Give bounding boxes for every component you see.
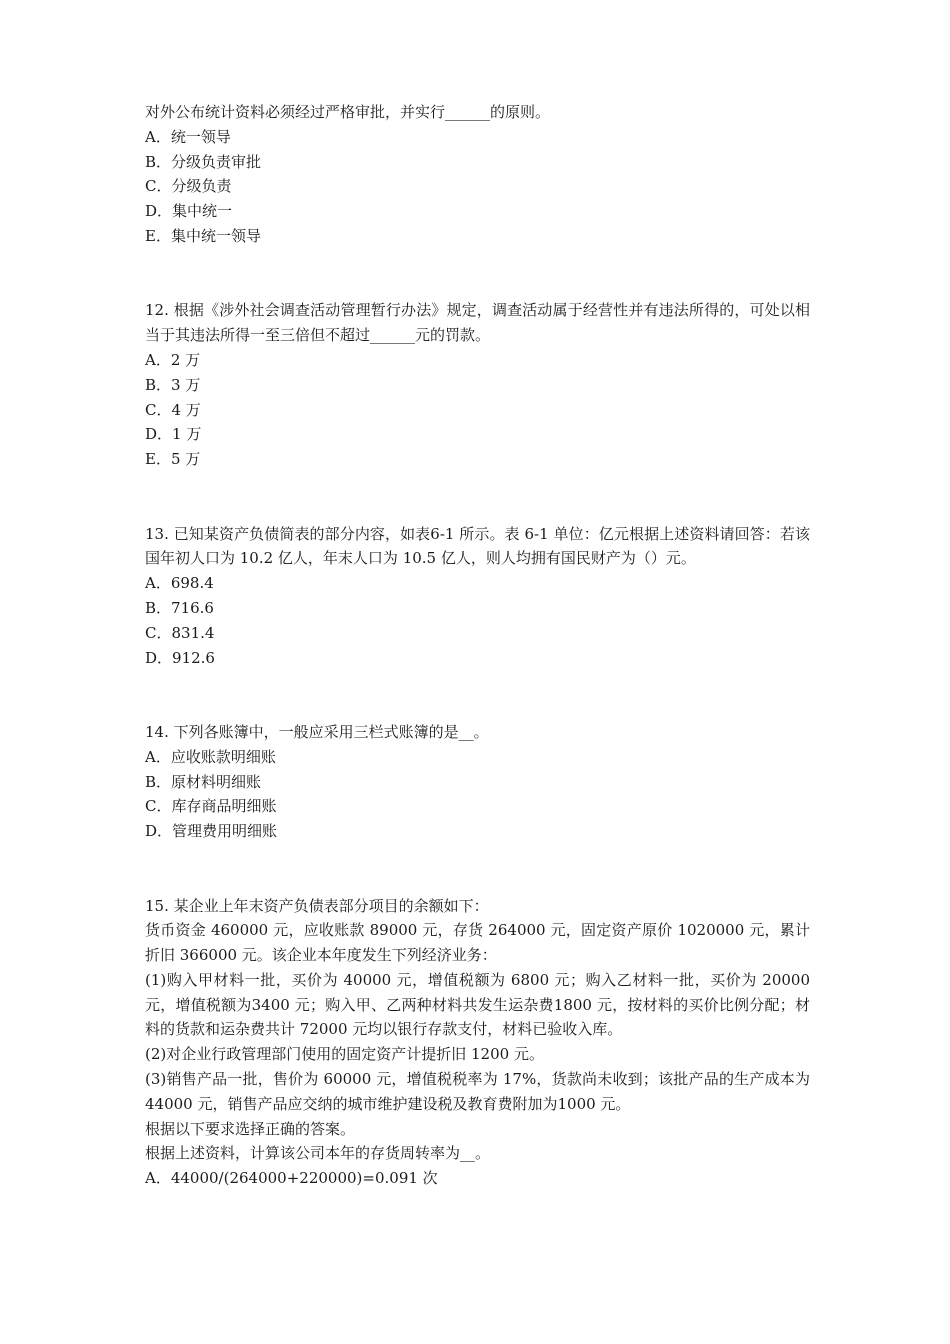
option-a: A．统一领导 <box>145 127 231 146</box>
question-paragraph: 根据上述资料，计算该公司本年的存货周转率为__。 <box>145 1144 491 1163</box>
question-paragraph: (1)购入甲材料一批，买价为 40000 元，增值税额为 6800 元；购入乙材料一批，买价为 20000 元，增值税额为3400 元；购入甲、乙两种材料共发生运杂费1800 元，按材料的买价比例分配；材料的货款和运杂费共计 72000 元均以银行存款支付，材料已验收入库。 <box>145 970 810 1039</box>
option-d: D．912.6 <box>145 648 215 667</box>
option-a: A．应收账款明细账 <box>145 747 276 766</box>
question-stem: 14. 下列各账簿中，一般应采用三栏式账簿的是__。 <box>145 722 489 741</box>
question-15 <box>145 894 810 1192</box>
option-d: D．管理费用明细账 <box>145 822 278 841</box>
option-b: B．分级负责审批 <box>145 152 262 171</box>
question-paragraph: 根据以下要求选择正确的答案。 <box>145 1119 356 1138</box>
question-stem: 12. 根据《涉外社会调查活动管理暂行办法》规定，调查活动属于经营性并有违法所得的，可处以相当于其违法所得一至三倍但不超过______元的罚款。 <box>145 301 810 345</box>
option-c: C．4 万 <box>145 400 201 419</box>
question-paragraph: (2)对企业行政管理部门使用的固定资产计提折旧 1200 元。 <box>145 1045 544 1064</box>
option-d: D．1 万 <box>145 425 202 444</box>
option-b: B．3 万 <box>145 375 201 394</box>
option-a: A．698.4 <box>145 574 214 593</box>
option-a: A．44000/(264000+220000)=0.091 次 <box>145 1169 438 1188</box>
option-e: E．集中统一领导 <box>145 226 261 245</box>
question-stem: 15. 某企业上年末资产负债表部分项目的余额如下： <box>145 896 489 915</box>
question-13 <box>145 522 810 671</box>
question-11 <box>145 100 810 249</box>
question-stem: 13. 已知某资产负债简表的部分内容，如表6-1 所示。表 6-1 单位：亿元根据上述资料请回答：若该国年初人口为 10.2 亿人，年末人口为 10.5 亿人，则人均拥有国民财产为（）元。 <box>145 524 810 568</box>
option-e: E．5 万 <box>145 450 201 469</box>
document-content <box>145 100 810 1191</box>
option-c: C．831.4 <box>145 623 215 642</box>
option-d: D．集中统一 <box>145 202 233 221</box>
question-12 <box>145 298 810 472</box>
question-14 <box>145 720 810 844</box>
option-a: A．2 万 <box>145 350 201 369</box>
question-paragraph: (3)销售产品一批，售价为 60000 元，增值税税率为 17%，货款尚未收到；该批产品的生产成本为 44000 元，销售产品应交纳的城市维护建设税及教育费附加为1000 元。 <box>145 1070 810 1113</box>
option-b: B．原材料明细账 <box>145 772 262 791</box>
option-c: C．分级负责 <box>145 177 232 196</box>
question-stem: 对外公布统计资料必须经过严格审批，并实行______的原则。 <box>145 103 551 121</box>
question-paragraph: 货币资金 460000 元，应收账款 89000 元，存货 264000 元，固定资产原价 1020000 元，累计折旧 366000 元。该企业本年度发生下列经济业务： <box>145 921 810 965</box>
option-c: C．库存商品明细账 <box>145 797 277 816</box>
option-b: B．716.6 <box>145 598 214 617</box>
